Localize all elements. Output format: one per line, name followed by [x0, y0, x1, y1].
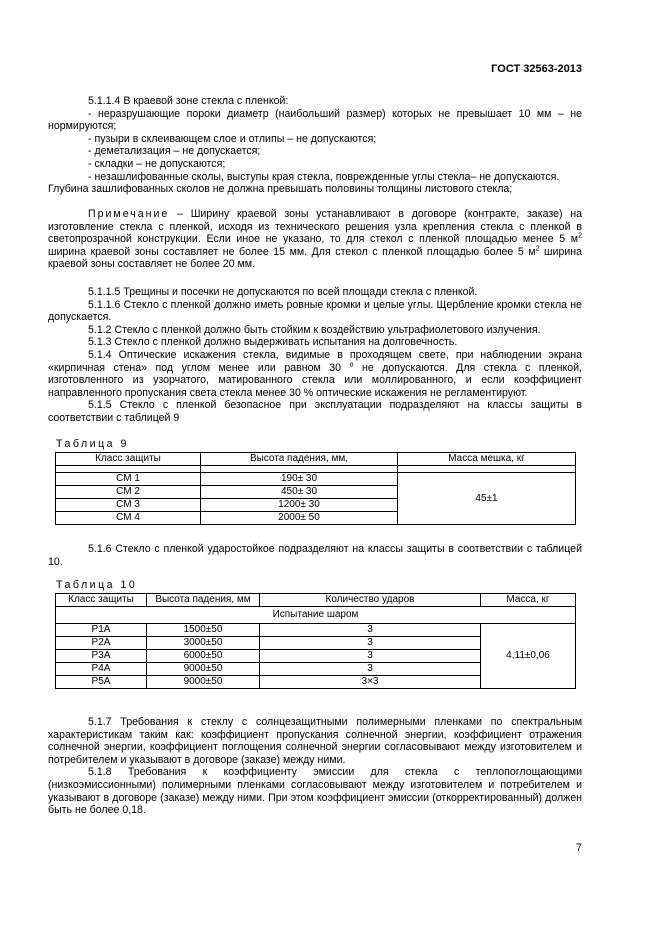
class-cell: Р1А	[56, 624, 147, 637]
column-header: Масса мешка, кг	[398, 453, 576, 466]
spacer-row	[56, 466, 576, 473]
height-cell: 1500±50	[147, 624, 260, 637]
height-cell: 450± 30	[201, 486, 398, 499]
class-cell: СМ 2	[56, 486, 201, 499]
paragraph: 5.1.5 Стекло с пленкой безопасное при эксплуатации подразделяют на классы защиты в соответствии с таблицей 9	[48, 399, 582, 424]
height-cell: 9000±50	[147, 676, 260, 689]
paragraph-text: 5.1.4 Оптические искажения стекла, видимые в проходящем свете, при наблюдении экрана «кирпичная стена» под углом менее или равном 30	[48, 348, 582, 374]
table-subheader-row	[56, 607, 576, 624]
paragraph-text: не допускаются. Для стекла с пленкой, изготовленного из узорчатого, матированного стекла или моллированного, и если коэффициент направленного пропускания света стекла менее 30 % оптические искажения не регламентируют.	[48, 361, 582, 399]
section-edge-zone	[48, 95, 582, 196]
height-cell: 3000±50	[147, 637, 260, 650]
impacts-cell: 3	[260, 637, 481, 650]
table-10-caption: Таблица 10	[56, 579, 138, 591]
paragraph: Глубина зашлифованных сколов не должна превышать половины толщины листового стекла;	[48, 183, 513, 196]
paragraph: - незашлифованные сколы, выступы края стекла, поврежденные углы стекла– не допускаются.	[88, 170, 560, 183]
document-header: ГОСТ 32563-2013	[491, 63, 582, 75]
class-cell: Р2А	[56, 637, 147, 650]
height-cell: 6000±50	[147, 650, 260, 663]
paragraph	[48, 349, 582, 399]
section-films	[48, 716, 582, 817]
class-cell: Р4А	[56, 663, 147, 676]
section-requirements	[48, 286, 582, 425]
table-header-row	[56, 453, 576, 466]
note-text: ширина краевой зоны составляет не более 20 мм.	[48, 245, 582, 271]
height-cell: 9000±50	[147, 663, 260, 676]
impacts-cell: 3	[260, 663, 481, 676]
class-cell: СМ 1	[56, 473, 201, 486]
column-header: Количество ударов	[260, 594, 481, 607]
note-text: ширина краевой зоны составляет не более 15 мм. Для стекол с пленкой площадью более 5 м	[48, 245, 536, 258]
column-header: Высота падения, мм	[147, 594, 260, 607]
paragraph: 5.1.1.5 Трещины и посечки не допускаются по всей площади стекла с пленкой.	[88, 286, 478, 298]
paragraph: - складки – не допускаются;	[88, 157, 226, 170]
mass-cell: 4,11±0,06	[481, 624, 576, 689]
note-label: Примечание	[88, 208, 170, 220]
paragraph: 5.1.2 Стекло с пленкой должно быть стойким к воздействию ультрафиолетового излучения.	[88, 323, 541, 336]
column-header: Высота падения, мм,	[201, 453, 398, 466]
column-header: Класс защиты	[56, 453, 201, 466]
column-header: Масса, кг	[481, 594, 576, 607]
height-cell: 2000± 50	[201, 512, 398, 525]
section-impact	[48, 543, 582, 568]
mass-cell: 45±1	[398, 473, 576, 525]
note-block	[48, 208, 582, 271]
column-header: Класс защиты	[56, 594, 147, 607]
page-number: 7	[575, 842, 582, 854]
class-cell: Р5А	[56, 676, 147, 689]
class-cell: Р3А	[56, 650, 147, 663]
table-row	[56, 624, 576, 637]
class-cell: СМ 4	[56, 512, 201, 525]
superscript: о	[349, 361, 354, 369]
table-row	[56, 473, 576, 486]
impacts-cell: 3×3	[260, 676, 481, 689]
paragraph: - неразрушающие пороки диаметр (наибольший размер) которых не превышает 10 мм – не нормируются;	[48, 107, 582, 133]
table-9-caption: Таблица 9	[56, 438, 129, 450]
paragraph: 5.1.6 Стекло с пленкой ударостойкое подразделяют на классы защиты в соответствии с таблицей 10.	[48, 543, 582, 568]
height-cell: 190± 30	[201, 473, 398, 486]
paragraph: 5.1.8 Требования к коэффициенту эмиссии для стекла с теплопоглощающими (низкоэмиссионными) полимерными пленками согласовывают между изготовителем и потребителем и указывают в договоре (заказе) между ними. При этом коэффициент эмиссии (откорректированный) должен быть не более 0,18.	[48, 766, 582, 817]
table-9	[55, 452, 576, 525]
paragraph: 5.1.7 Требования к стеклу с солнцезащитными полимерными пленками по спектральным характеристикам таким как: коэффициент пропускания солнечной энергии, коэффициент отражения солнечной энергии, коэффициент поглощения солнечной энергии согласовывают между изготовителем и потребителем и указывают в договоре (заказе) между ними.	[48, 716, 582, 766]
note-paragraph	[48, 208, 582, 271]
superscript: 2	[578, 232, 582, 240]
impacts-cell: 3	[260, 624, 481, 637]
paragraph: 5.1.3 Стекло с пленкой должно выдерживать испытания на долговечность.	[88, 336, 458, 349]
class-cell: СМ 3	[56, 499, 201, 512]
table-10	[55, 593, 576, 689]
paragraph: 5.1.1.6 Стекло с пленкой должно иметь ровные кромки и целые углы. Щербление кромки стекла не допускается.	[48, 298, 582, 324]
impacts-cell: 3	[260, 650, 481, 663]
paragraph: 5.1.1.4 В краевой зоне стекла с пленкой:	[88, 95, 289, 107]
subheader-cell: Испытание шаром	[56, 607, 576, 624]
superscript: 2	[535, 245, 540, 253]
table-header-row	[56, 594, 576, 607]
paragraph: - пузыри в склеивающем слое и отлипы – не допускаются;	[88, 132, 377, 145]
paragraph: - деметализация – не допускается;	[88, 145, 261, 158]
note-text: – Ширину краевой зоны устанавливают в договоре (контракте, заказе) на изготовление стекла с пленкой, исходя из технического решения узла крепления стекла с пленкой в светопрозрачной конструкции. Если иное не указано, то для стекол с пленкой площадью менее 5 м	[48, 208, 582, 246]
height-cell: 1200± 30	[201, 499, 398, 512]
